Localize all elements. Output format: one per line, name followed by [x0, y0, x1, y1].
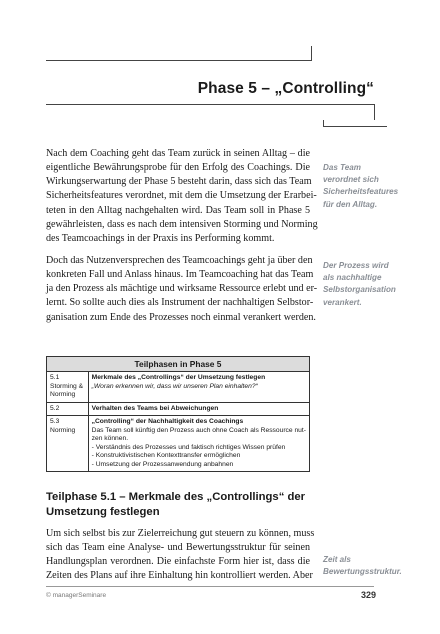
margin-note-line: Zeit als	[323, 555, 351, 564]
phase-number-line: 5.1	[50, 374, 60, 381]
text-line: sich das Team eine Analyse- und Bewertungsstruktur für seinen	[46, 542, 310, 554]
second-paragraph	[46, 254, 318, 325]
phase-number-cell	[47, 372, 89, 403]
phase-line: zen können.	[91, 435, 129, 442]
text-line: gewährleisten, dass es nach dem intensiven Storming und Norming	[46, 218, 318, 230]
phase-title: Verhalten des Teams bei Abweichungen	[91, 404, 219, 412]
margin-note-line: als nachhaltige	[323, 273, 382, 283]
margin-note-line: Selbstorganisation	[323, 285, 396, 295]
title-underline	[46, 104, 374, 105]
table-row	[47, 416, 310, 472]
margin-note-zeit	[323, 554, 423, 578]
text-line: Wirkungserwartung der Phase 5 besteht darin, dass sich das Team	[46, 176, 312, 188]
phase-number-cell	[47, 402, 89, 416]
phase-line: - Umsetzung der Prozessanwendung anbahnen	[91, 460, 234, 468]
title-rule-tick	[374, 104, 375, 120]
phase-line: Das Team soll künftig den Prozess auch ohne Coach als Ressource nut-	[91, 426, 306, 434]
text-line: Um sich selbst bis zur Zielerreichung gut steuern zu können, muss	[46, 528, 315, 539]
footer-rule	[46, 586, 374, 587]
phase-title: Merkmale des „Controllings“ der Umsetzung festlegen	[91, 374, 266, 381]
margin-note-line: Bewertungsstruktur.	[323, 567, 402, 577]
text-line: Sicherheitsfeatures verordnet, mit dem die Umsetzung der Erarbei-	[46, 190, 317, 202]
text-line: eigentliche Bewährungsprobe für den Erfolg des Coachings. Die	[46, 162, 310, 174]
margin-note-prozess	[323, 260, 423, 309]
subheading-line: Teilphase 5.1 – Merkmale des „Controllings“ der	[46, 491, 306, 503]
phase-number-line: 5.3	[50, 418, 60, 425]
margin-note-line: verordnet sich	[323, 175, 379, 185]
page-number: 329	[360, 590, 376, 600]
margin-note-line: verankert.	[323, 297, 362, 307]
margin-note-line: für den Alltag.	[323, 199, 378, 209]
section-subheading	[46, 490, 316, 519]
margin-note-line: Sicherheitsfeatures	[323, 187, 399, 197]
table-header-row	[47, 357, 310, 372]
phase-description-cell	[88, 416, 309, 472]
phase-line: - Konstruktivistischen Kontexttransfer ermöglichen	[91, 452, 241, 459]
header-rule-top	[46, 60, 312, 61]
text-line: Handlungsplan verordnen. Die einfachste Form hier ist, dass die	[46, 556, 310, 568]
margin-note-line: Das Team	[323, 163, 361, 172]
intro-paragraph	[46, 147, 318, 246]
phases-table	[46, 356, 310, 472]
phase-description-cell	[88, 372, 309, 403]
text-line: lernt. So sollte auch dies als Instrument der nachhaltigen Selbstor-	[46, 297, 314, 309]
table-row	[47, 402, 310, 416]
text-line: konkreten Fall und Anlass hinaus. Im Teamcoaching hat das Team	[46, 269, 314, 281]
phase-title: „Controlling“ der Nachhaltigkeit des Coachings	[91, 418, 244, 425]
phase-number-line: Norming	[50, 426, 76, 434]
page-title: Phase 5 – „Controlling“	[197, 80, 374, 97]
table-row	[47, 372, 310, 403]
table-header: Teilphasen in Phase 5	[47, 357, 310, 372]
text-line: ja den Prozess als mächtige und wirksame Ressource erlebt und er-	[46, 283, 318, 295]
margin-note-line: Der Prozess wird	[323, 261, 389, 270]
phase-number-line: Norming	[50, 391, 76, 398]
phase-number-line: 5.2	[50, 404, 60, 412]
margin-rule	[323, 126, 387, 127]
footer-copyright: © managerSeminare	[46, 592, 107, 599]
margin-rule-tick	[323, 120, 324, 127]
header-rule-tick	[311, 46, 312, 61]
phase-line: - Verständnis des Prozesses und faktisch richtiges Wissen prüfen	[91, 443, 286, 451]
text-line: Zeiten des Plans auf ihre Einhaltung hin kontrolliert werden. Aber	[46, 570, 313, 582]
subheading-line: Umsetzung festlegen	[46, 505, 160, 518]
phase-number-line: Storming &	[50, 382, 84, 390]
text-line: Nach dem Coaching geht das Team zurück in seinen Alltag – die	[46, 148, 310, 159]
phase-description-cell	[88, 402, 309, 416]
margin-note-team-sicherheit	[323, 162, 423, 211]
phase-line: „Woran erkennen wir, dass wir unseren Plan einhalten?“	[91, 382, 258, 390]
text-line: Doch das Nutzenversprechen des Teamcoachings geht ja über den	[46, 255, 313, 266]
text-line: des Teamcoachings in der Praxis ins Performing kommt.	[46, 232, 275, 244]
text-line: teten in den Alltag nachgehalten wird. Das Team soll in Phase 5	[46, 204, 310, 216]
phase-number-cell	[47, 416, 89, 472]
text-line: ganisation zum Ende des Prozesses noch einmal verankert werden.	[46, 311, 316, 323]
third-paragraph	[46, 527, 315, 584]
